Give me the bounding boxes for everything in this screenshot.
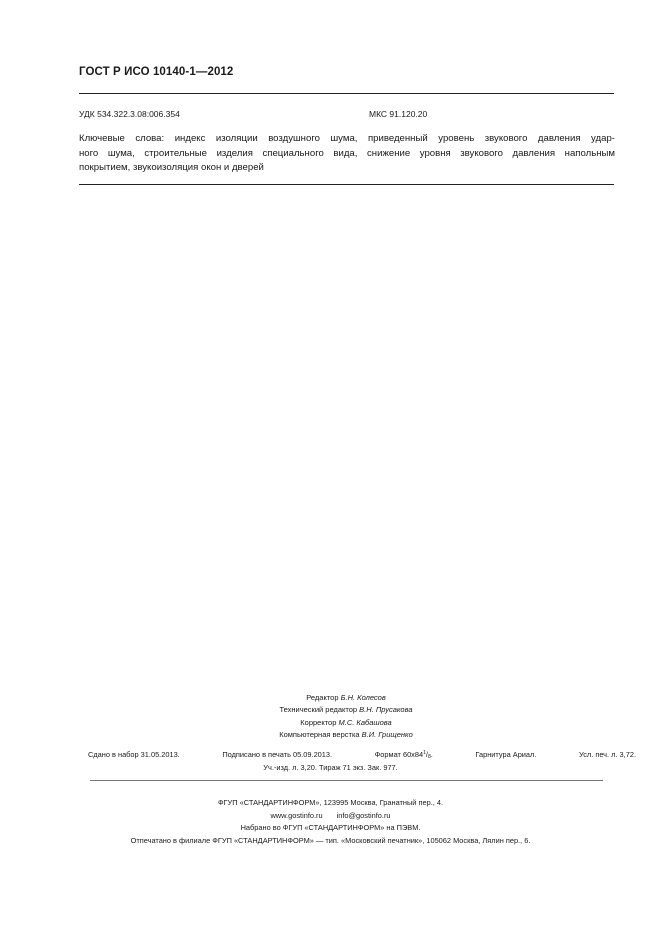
credit-layout: [200, 729, 492, 741]
keywords-divider: [79, 184, 614, 185]
format-denominator: 8: [427, 754, 431, 760]
credit-name: Б.Н. Колесов: [340, 693, 386, 702]
credit-name: М.С. Кабашова: [338, 717, 392, 727]
keywords-line: ного шума, строительные изделия специального вида, снижение уровня звукового давления напольным: [79, 147, 615, 159]
top-divider: [79, 93, 614, 94]
keywords-line: Ключевые слова: индекс изоляции воздушного шума, приведенный уровень звукового давления удар-: [79, 133, 615, 144]
format-prefix: Формат 60x84: [374, 750, 424, 759]
submitted-date: Сдано в набор 31.05.2013.: [88, 750, 180, 759]
footer-divider: [90, 780, 603, 781]
udk-code: УДК 534.322.3.08:006.354: [79, 109, 180, 119]
paper-format: Формат $60x84^1/_8$.: [374, 750, 433, 760]
format-suffix: .: [430, 750, 433, 759]
publisher-email: info@gostinfo.ru: [336, 810, 391, 820]
publisher-contacts: [0, 810, 661, 823]
credit-corrector: [200, 717, 492, 729]
credit-role: Корректор: [300, 717, 337, 727]
keywords-block: [79, 132, 615, 176]
typeset-note: Набрано во ФГУП «СТАНДАРТИНФОРМ» на ПЭВМ.: [240, 823, 421, 833]
credit-editor: [200, 692, 492, 704]
printed-note: Отпечатано в филиале ФГУП «СТАНДАРТИНФОРМ» — тип. «Московский печатник», 105062 Москва, Лялин пер., 6.: [130, 835, 531, 845]
publisher-website: www.gostinfo.ru: [270, 810, 323, 820]
publishing-info-line: [88, 750, 636, 760]
mks-code: МКС 91.120.20: [369, 109, 428, 119]
publisher-address: ФГУП «СТАНДАРТИНФОРМ», 123995 Москва, Гранатный пер., 4.: [217, 798, 444, 807]
signed-date: Подписано в печать 05.09.2013.: [222, 750, 333, 759]
document-title: ГОСТ Р ИСО 10140-1—2012: [79, 66, 234, 78]
credit-role: Компьютерная верстка: [279, 729, 360, 739]
credit-role: Технический редактор: [279, 705, 358, 715]
format-numerator: 1: [423, 750, 426, 756]
editorial-credits: [200, 692, 492, 741]
publishing-info-line-2: Уч.-изд. л. 3,20. Тираж 71 экз. Зак. 977.: [263, 763, 398, 772]
keywords-line: покрытием, звукоизоляция окон и дверей: [79, 162, 264, 173]
publisher-footer: [0, 797, 661, 847]
credit-name: В.И. Грищенко: [361, 729, 413, 739]
credit-tech-editor: [200, 704, 492, 716]
credit-name: В.Н. Прусакова: [359, 705, 413, 715]
credit-role: Редактор: [306, 693, 339, 702]
print-sheets: Усл. печ. л. 3,72.: [579, 750, 636, 759]
typeface: Гарнитура Ариал.: [475, 750, 537, 759]
